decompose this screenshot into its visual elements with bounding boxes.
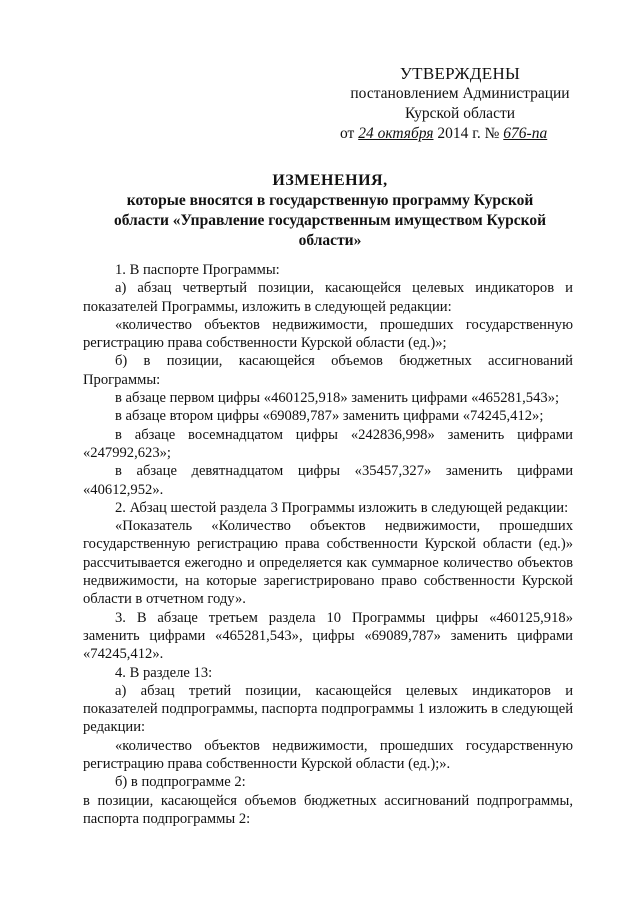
paragraph: а) абзац четвертый позиции, касающейся целевых индикаторов и показателей Программы, изложить в следующей редакции: xyxy=(83,280,573,315)
approval-heading: УТВЕРЖДЕНЫ xyxy=(399,64,521,83)
approval-line-3: Курской области xyxy=(404,105,516,122)
paragraph: «количество объектов недвижимости, прошедших государственную регистрацию права собственности Курской области (ед.)»; xyxy=(83,316,573,352)
paragraph: 4. В разделе 13: xyxy=(115,664,213,681)
paragraph: а) абзац третий позиции, касающейся целевых индикаторов и показателей подпрограммы, паспорта подпрограммы 1 изложить в следующей редакции: xyxy=(83,682,573,736)
paragraph: в абзаце втором цифры «69089,787» заменить цифрами «74245,412»; xyxy=(115,408,544,425)
title-sub-1: которые вносятся в государственную программу Курской xyxy=(126,192,534,209)
approval-date-line xyxy=(340,124,580,144)
approval-line-2: постановлением Администрации xyxy=(350,85,570,102)
decree-number: 676-па xyxy=(503,125,548,142)
paragraph: б) в подпрограмме 2: xyxy=(115,774,246,791)
paragraph: «количество объектов недвижимости, прошедших государственную регистрацию права собственности Курской области (ед.);». xyxy=(83,737,573,773)
paragraph: 3. В абзаце третьем раздела 10 Программы цифры «460125,918» заменить цифрами «465281,543», цифры «69089,787» заменить цифрами «74245,412». xyxy=(83,609,573,663)
approval-block xyxy=(340,64,580,144)
title-sub-2: области «Управление государственным имуществом Курской xyxy=(113,212,547,229)
paragraph: «Показатель «Количество объектов недвижимости, прошедших государственную регистрацию права собственности Курской области (ед.)» рассчитывается ежегодно и определяется как суммарное количество объектов недвижимости, на которые зарегистрировано право собственности Курской области в отчетном году». xyxy=(83,518,573,608)
paragraph: б) в позиции, касающейся объемов бюджетных ассигнований Программы: xyxy=(83,353,573,388)
paragraph: в позиции, касающейся объемов бюджетных ассигнований подпрограммы, паспорта подпрограммы 2: xyxy=(83,792,573,827)
paragraph: 2. Абзац шестой раздела 3 Программы изложить в следующей редакции: xyxy=(115,499,569,516)
paragraph: в абзаце восемнадцатом цифры «242836,998» заменить цифрами «247992,623»; xyxy=(83,426,573,461)
document-title xyxy=(80,171,580,251)
document-body xyxy=(83,261,573,828)
paragraph: в абзаце первом цифры «460125,918» заменить цифрами «465281,543»; xyxy=(115,390,560,407)
date-prefix: от xyxy=(340,125,355,142)
title-heading: ИЗМЕНЕНИЯ, xyxy=(272,172,388,189)
title-sub-3: области» xyxy=(298,232,362,249)
date-value: 24 октября xyxy=(358,125,434,142)
paragraph: 1. В паспорте Программы: xyxy=(115,262,280,278)
date-year: 2014 г. № xyxy=(437,125,500,142)
paragraph: в абзаце девятнадцатом цифры «35457,327» заменить цифрами «40612,952». xyxy=(83,463,573,498)
